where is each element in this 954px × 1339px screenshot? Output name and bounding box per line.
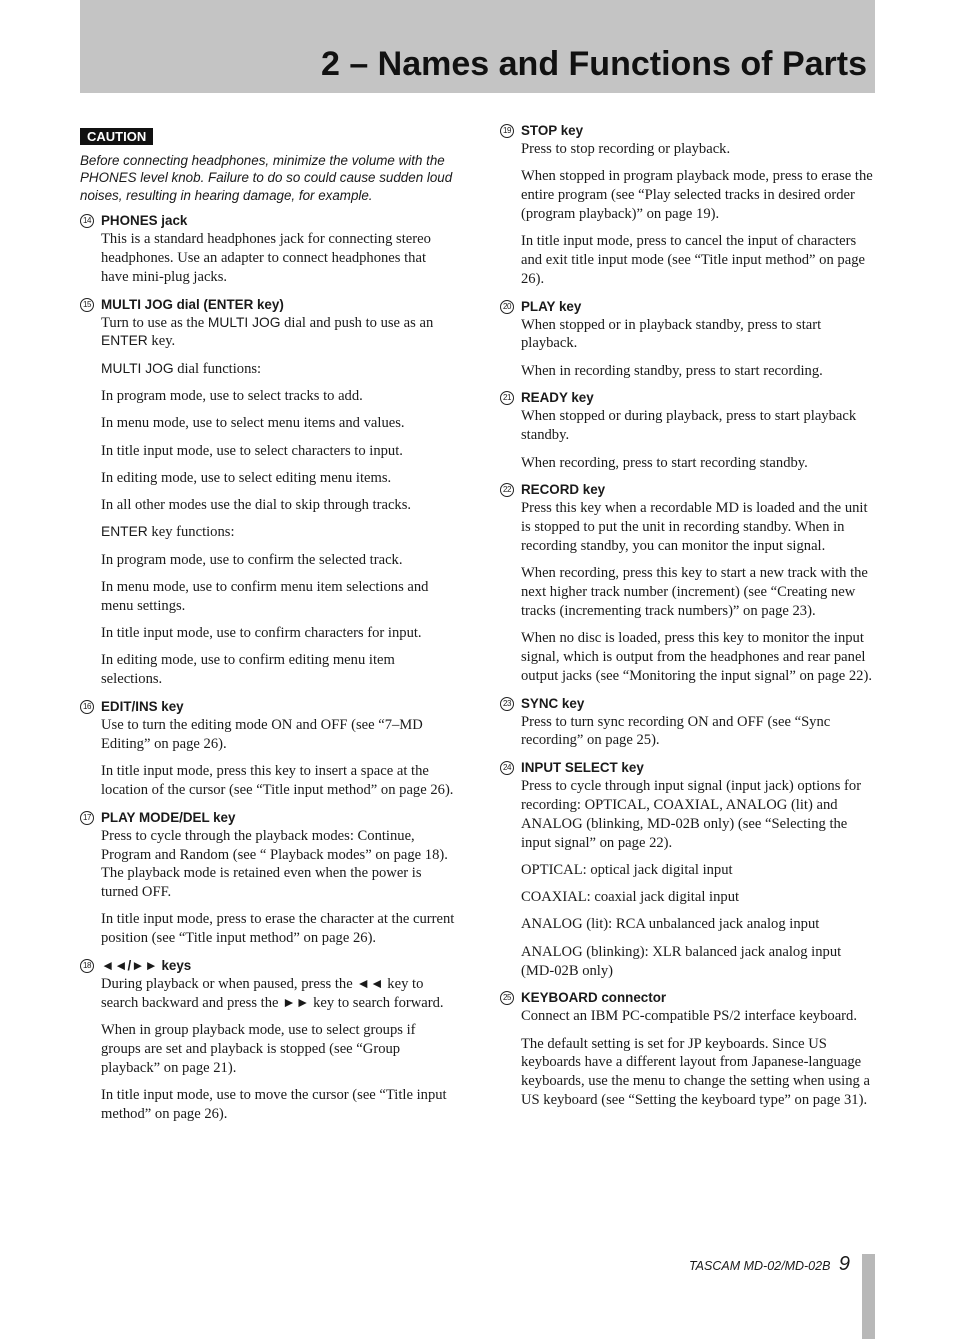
item-paragraph: In title input mode, use to select characters to input. (101, 442, 403, 459)
item-number: 22 (500, 483, 514, 497)
item-paragraph: ANALOG (lit): RCA unbalanced jack analog input (521, 916, 820, 933)
caution-text: Before connecting headphones, minimize the volume with the PHONES level knob. Failure to do so could cause sudden loud noises, resulting in hearing damage, for example. (80, 153, 453, 203)
item-paragraph: Press to turn sync recording ON and OFF (see “Sync recording” on page 25). (521, 713, 831, 749)
item-number: 25 (500, 991, 514, 1005)
item-title: RECORD key (521, 482, 606, 498)
item-paragraph: In title input mode, press this key to insert a space at the location of the cursor (see “Title input method” on page 26). (101, 763, 454, 798)
item-paragraph: Connect an IBM PC-compatible PS/2 interface keyboard. (521, 1008, 857, 1025)
item-paragraph: In menu mode, use to select menu items and values. (101, 415, 405, 432)
page-number: 9 (838, 1253, 850, 1275)
item-paragraph: In all other modes use the dial to skip through tracks. (101, 497, 412, 514)
item-title: PLAY key (521, 298, 582, 314)
item-paragraph: The default setting is set for JP keyboards. Since US keyboards have a different layout from Japanese-language keyboards, use the menu to change the setting when using a US keyboard (see “Setting the keyboard type” on page 31). (521, 1035, 870, 1108)
item-number: 18 (80, 959, 94, 973)
item-paragraph: When in group playback mode, use to select groups if groups are set and playback is stopped (see “Group playback” on page 21). (101, 1022, 416, 1076)
item-title: INPUT SELECT key (521, 760, 644, 776)
item-paragraph: When in recording standby, press to start recording. (521, 362, 823, 379)
item-keyboard-connector (500, 989, 876, 1109)
item-stop-key (500, 122, 876, 289)
item-ready-key (500, 389, 876, 472)
item-paragraph: Press to cycle through the playback modes: Continue, Program and Random (see “ Playback modes” on page 18). The playback mode is retained even when the power is turned OFF. (101, 827, 448, 901)
page-footer (689, 1253, 850, 1276)
caution-badge: CAUTION (80, 128, 153, 145)
item-paragraph: When recording, press this key to start a new track with the next higher track number (increment) (see “Creating new tracks (incrementing track numbers)” on page 23). (521, 565, 868, 619)
item-paragraph: Press this key when a recordable MD is loaded and the unit is stopped to put the unit in recording standby. When in recording standby, you can monitor the input signal. (521, 500, 868, 554)
item-paragraph: In title input mode, use to move the cursor (see “Title input method” on page 26). (101, 1087, 447, 1122)
right-column (500, 122, 876, 1119)
enter-functions-heading: ENTER key functions: (101, 524, 235, 541)
item-paragraph: When stopped in program playback mode, press to erase the entire program (see “Play selected tracks in desired order (program playback)” on page 19). (521, 168, 873, 222)
item-title: PLAY MODE/DEL key (101, 809, 236, 825)
item-paragraph: When no disc is loaded, press this key to monitor the input signal, which is output from the headphones and rear panel output jacks (see “Monitoring the input signal” on page 22). (521, 630, 872, 684)
item-paragraph: Use to turn the editing mode ON and OFF (see “7–MD Editing” on page 26). (101, 717, 423, 752)
chapter-header (80, 0, 875, 93)
item-paragraph: In program mode, use to confirm the selected track. (101, 551, 403, 568)
item-multi-jog-dial (80, 296, 455, 689)
item-paragraph: When recording, press to start recording standby. (521, 454, 808, 471)
item-record-key (500, 481, 876, 685)
item-paragraph: ANALOG (blinking): XLR balanced jack analog input (MD-02B only) (521, 943, 842, 979)
item-number: 21 (500, 391, 514, 405)
item-paragraph: When stopped or in playback standby, press to start playback. (521, 316, 822, 352)
item-number: 17 (80, 811, 94, 825)
item-title: ◄◄/►► keys (101, 958, 192, 974)
item-paragraph: COAXIAL: coaxial jack digital input (521, 889, 740, 906)
item-title: READY key (521, 390, 594, 406)
item-paragraph: In title input mode, use to confirm characters for input. (101, 625, 422, 642)
item-skip-keys (80, 957, 455, 1124)
item-number: 23 (500, 697, 514, 711)
item-paragraph: Turn to use as the MULTI JOG dial and push to use as an ENTER key. (101, 314, 434, 350)
item-paragraph: In title input mode, press to cancel the input of characters and exit title input mode (see “Title input method” on page 26). (521, 233, 865, 287)
item-title: STOP key (521, 123, 584, 138)
item-title: PHONES jack (101, 213, 188, 229)
item-paragraph: Press to stop recording or playback. (521, 141, 731, 157)
item-number: 16 (80, 700, 94, 714)
item-title: MULTI JOG dial (ENTER key) (101, 296, 284, 312)
item-sync-key (500, 695, 876, 751)
item-phones-jack (80, 212, 455, 286)
item-number: 24 (500, 761, 514, 775)
page-title: 2 – Names and Functions of Parts (320, 45, 867, 83)
item-paragraph: In title input mode, press to erase the character at the current position (see “Title input method” on page 26). (101, 911, 455, 947)
item-play-key (500, 298, 876, 381)
item-paragraph: In editing mode, use to confirm editing menu item selections. (101, 652, 395, 688)
item-input-select-key (500, 759, 876, 980)
item-paragraph: In menu mode, use to confirm menu item selections and menu settings. (101, 579, 429, 614)
item-paragraph: Press to cycle through input signal (input jack) options for recording: OPTICAL, COAXIAL, ANALOG (lit) and ANALOG (blinking, MD-02B only) (see “Selecting the input signal” on page 22). (521, 778, 862, 851)
footer-brand: TASCAM MD-02/MD-02B (688, 1259, 831, 1273)
item-paragraph: During playback or when paused, press the ◄◄ key to search backward and press the ►► key to search forward. (101, 976, 444, 1011)
item-paragraph: OPTICAL: optical jack digital input (521, 861, 733, 878)
item-title: SYNC key (521, 695, 585, 711)
item-paragraph: In editing mode, use to select editing menu items. (101, 469, 392, 486)
item-play-mode-del-key (80, 809, 455, 948)
item-number: 19 (500, 124, 514, 138)
item-number: 15 (80, 298, 94, 312)
page-edge-tab (862, 1254, 875, 1339)
item-title: EDIT/INS key (101, 699, 184, 715)
item-paragraph: When stopped or during playback, press to start playback standby. (521, 408, 857, 444)
item-paragraph: In program mode, use to select tracks to add. (101, 388, 363, 404)
rewind-icon: ◄◄ (356, 976, 384, 992)
fast-forward-icon: ►► (282, 994, 310, 1010)
item-paragraph: This is a standard headphones jack for connecting stereo headphones. Use an adapter to connect headphones that have mini-plug jacks. (101, 231, 431, 285)
item-edit-ins-key (80, 698, 455, 800)
item-title: KEYBOARD connector (521, 990, 667, 1006)
left-column (80, 122, 455, 1133)
dial-functions-heading: MULTI JOG dial functions: (101, 360, 262, 377)
item-number: 20 (500, 300, 514, 314)
item-number: 14 (80, 214, 94, 228)
